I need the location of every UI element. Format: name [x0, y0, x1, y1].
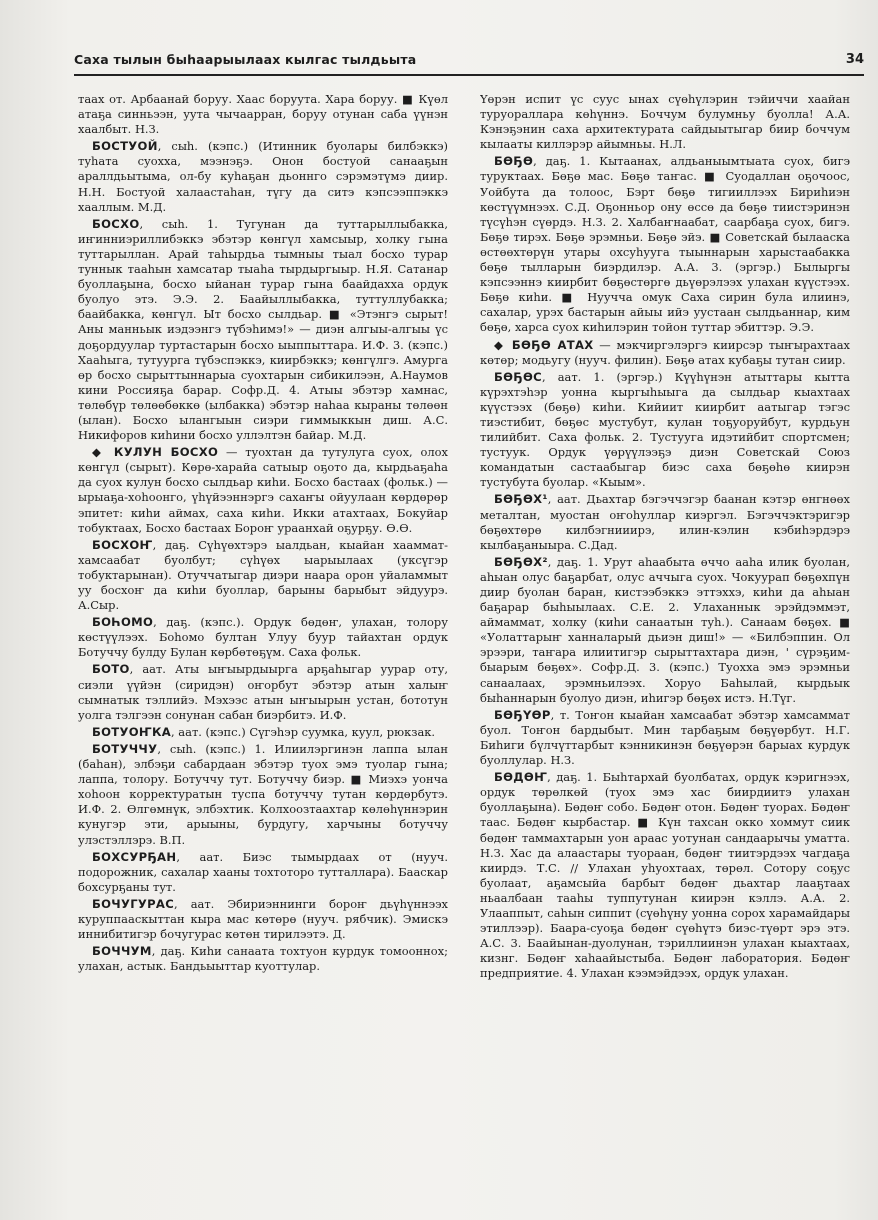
- dictionary-entry: [78, 897, 448, 942]
- headword: БОСХО: [92, 216, 140, 231]
- entry-body: , аат. (кэпс.) Сүгэһэр суумка, куул, рюкзак.: [171, 724, 436, 739]
- entry-body: , аат. Дьахтар бэгэччэгэр баанан кэтэр өнгнөөх металтан, муостан оҥоһуллар киэргэл. Бэгэччэктэригэр бөҕөхтөрө килбэгнииирэ, илин-кэлин кэбиһэрдэрэ кылбаҕаныыра. С.Дад.: [480, 492, 850, 552]
- entry-body: , сыһ. (кэпс.) (Итинник буолары билбэккэ) туһата суохха, мээнэҕэ. Онон бостуой санааҕын араллдьытыма, ол-бу куһаҕан дьоннго сэрэмэтүмэ диир. Н.Н. Бостуой халаастаһан, түгу да ситэ кэпсээппэккэ хааллым. М.Д.: [78, 139, 448, 214]
- headword: БОСХОҤ: [92, 537, 153, 552]
- dictionary-entry: [480, 154, 850, 335]
- dictionary-entry: [480, 770, 850, 981]
- headword: БОТУОҤКА: [92, 724, 172, 739]
- entry-body: , сыһ. 1. Тугунан да туттарыллыбакка, иҥинниэриллибэккэ эбэтэр көнгүл хамсыыр, холку гына туттарыллан. Арай таһырдьа тымныы тыал босхо турар туннык тааһын хамсатар тыаһа тырдыргыыр. Н.Я. Сатанар буоллаҕына, босхо ыйанан турар гына баайдахха ордук буолуо этэ. Э.Э. 2. Баайыллыбакка, туттуллубакка; баайбакка, көнгүл. Ыт босхо сылдьар. ■ «Этэнгэ сырыт! Аны манньык иэдээнгэ түбэһимэ!» — диэн алгыы-алгыы үс доҕордуулар туртастарын босхо ыыппыттара. И.Ф. 3. (кэпс.) Хааһыга, тутуурга түбэспэккэ, киирбэккэ; көнгүлгэ. Амурга өр босхо сырыттыннарыа суохтарын сибикилээн, А.Наумов кини Россияҕа барар. Софр.Д. 4. Атыы эбэтэр хамнас, төлөбүр төлөөбөккө (ылбакка) эбэтэр наһаа кыраны төлөөн (ылан). Босхо ылангыын сиэри гиммыккын диш. А.С. Никифоров киһини босхо уллэлтэн байар. М.Д.: [78, 216, 448, 443]
- dictionary-entry: [78, 615, 448, 660]
- headword: БОТО: [92, 662, 130, 677]
- entry-body: таах от. Арбаанай боруу. Хаас боруута. Хара боруу. ■ Күөл атаҕа синньээн, уута чычаарран, боруу отунан саба үүнэн хаалбыт. Н.З.: [78, 92, 448, 137]
- dictionary-entry: [480, 708, 850, 768]
- dictionary-entry: [78, 944, 448, 974]
- dictionary-entry: [78, 742, 448, 848]
- entry-body: , аат. Эбириэннинги бороҥ дьүһүннээх куруппааскыттан кыра мас көтөрө (нууч. рябчик). Эмискэ иннибитигэр бочугурас көтөн тирилээтэ. Д.: [78, 896, 448, 942]
- headword: БӨҔӨХ¹: [494, 492, 548, 507]
- headword: БӨҔҮӨР: [494, 707, 551, 722]
- entry-body: , даҕ. Сүһүөхтэрэ ыалдьан, кыайан хааммат-хамсаабат буолбут; сүһүөх ыарыылаах (уксүгэр тобуктарынан). Отуччатыгар диэри наара орон уйаламмыт уу босхоҥ да киһи буоллар, барыны барыбыт эйдуурэ. А.Сыр.: [78, 537, 448, 613]
- dictionary-entry: [480, 555, 850, 706]
- entry-body: , даҕ. 1. Урут аһаабыта өччо ааһа илик буолан, аһыан олус баҕарбат, олус аччыга суох. Чокуурап бөҕөхпүн диир буолан баран, кистээбэккэ эттэххэ, киһи да аһыан баҕарар быһыылаах. С.Е. 2. Улаханнык эрэйдэммэт, аймаммат, холку (киһи санаатын туһ.). Санаам бөҕөх. ■ «Уолаттарыҥ ханналарый дьиэн диш!» — «Билбэппин. Ол эрээри, таҥара илиитигэр сырыттахтара диэн, ' сүрэҕим-быарым бөҕөх». Софр.Д. 3. (кэпс.) Туохха эмэ эрэмньи санаалаах, эрэмньилээх. Хоруо Баһылай, кырдьык быһаннарын буолуо диэн, иһигэр бөҕөх истэ. Н.Түг.: [480, 554, 850, 705]
- dictionary-entry: [78, 725, 448, 740]
- headword: БОХСУРҔАН: [92, 849, 177, 864]
- headword: ◆ БӨҔӨ АТАХ: [494, 337, 594, 352]
- entry-body: , аат. Аты ыҥыырдыырга арҕаһыгар уурар оту, сиэли үүйэн (сиридэн) оҥорбут эбэтэр атын халыҥ сымнатык тэллийэ. Мэхээс атын ыҥыырын устан, бототун уолга тэлгээн сонунан сабан биэрбитэ. И.Ф.: [78, 662, 448, 722]
- page-number: 34: [845, 52, 864, 67]
- entry-body: , аат. Биэс тымырдаах от (нууч. подорожник, сахалар хааны тохтоторо тутталлара). Бааскар бохсурҕаны тут.: [78, 849, 448, 894]
- dictionary-entry: [480, 338, 850, 368]
- dictionary-entry: [480, 92, 850, 152]
- dictionary-entry: [78, 92, 448, 137]
- headword: БӨҔӨ: [494, 154, 534, 169]
- running-header: [74, 52, 864, 76]
- headword: ◆ КУЛУН БОСХО: [92, 445, 219, 460]
- entry-body: — туохтан да тутулуга суох, олох көнгүл (сырыт). Көрө-харайа сатыыр оҕото да, кырдьаҕаһа да суох кулун босхо сылдьар киһи. Босхо бастаах (фольк.) — ырыаҕа-хоһоонго, үһүйээннэргэ сахаҥы ойуулаан көрдөрөр эпитет: киһи аймах, саха киһи. Икки атахтаах, Бокуйар тобуктаах, Босхо бастаах Бороҥ ураанхай оҕурҕу. Ө.Ө.: [78, 445, 448, 535]
- entry-body: , даҕ. 1. Кытаанах, алдьаныымтыата суох, бигэ туруктаах. Бөҕө мас. Бөҕө таҥас. ■ Суодаллан оҕочоос, Уойбута да толоос, Бэрт бөҕө тигииллээх Бириһиэн көстүүмнээх. С.Д. Оҕонньор ону өссө да бөҕө тиистэринэн түсүһэн сүөрдэ. Н.З. 2. Халбаҥнаабат, саарбаҕа суох, бигэ. Бөҕө тирэх. Бөҕө эрэмньи. Бөҕө эйэ. ■ Советскай былааска өстөөхтөрүн утары охсуһууга тыыннарын харыстаабакка бөҕө тылларын биэрдилэр. А.А. 3. (эргэр.) Былыргы кэпсээннэ киирбит бөҕөстөргө дьүөрэлээх улахан күүстээх. Бөҕө киһи. ■ Нууччa омук Саха сирин була илиинэ, сахалар, урэх бастарын айыы ийэ уустаан сылдьаннар, ким бөҕө, харса суох киһилэрин тойон туттар эбиттэр. Э.Э.: [480, 154, 850, 335]
- entry-body: , даҕ. (кэпс.). Ордук бөдөҥ, улахан, толору көстүүлээх. Боһомо бултан Улуу буур тайахтан ордук Ботуччу булду Булан көрбөтөҕүм. Саха фольк.: [78, 615, 448, 660]
- dictionary-entry: [78, 850, 448, 895]
- left-column: [78, 92, 448, 1182]
- headword: БОСТУОЙ: [92, 139, 158, 154]
- right-column: [480, 92, 850, 1182]
- headword: БОҺОМО: [92, 615, 154, 630]
- entry-body: , сыһ. (кэпс.) 1. Илиилэргинэн лаппа ылан (баһан), элбэҕи сабардаан эбэтэр туох эмэ туолар гына; лаппа, толору. Ботуччу тут. Ботуччу биэр. ■ Миэхэ уонча хоһоон корректуратын туспа ботуччу тутан көрдөрбутэ. И.Ф. 2. Өлгөмнүк, элбэхтик. Колхоозтаахтар көлөһүннэрин кунугэр эти, арыыны, бурдугу, харчыны ботуччу улэстэллэрэ. В.П.: [78, 741, 448, 847]
- dictionary-entry: [480, 492, 850, 552]
- entry-body: Үөрэн испит үс суус ынах сүөһүлэрин тэйиччи хаайан туруораллара көһүннэ. Боччум булумньу буолла! А.А. Кэнэҕэнин саха архитектурата сайдыытыгар биир боччум кылааты киллэрэр айымньы. Н.Л.: [480, 92, 850, 152]
- entry-body: , аат. 1. (эргэр.) Күүһүнэн атыттары кытта күрэхтэһэр уонна кыргыһыыга да сылдьар кыахтаах күүстээх (бөҕө) киһи. Кийиит киирбит аатыгар тэгэс тиэстибит, бөҕөс мустубут, кулан тоҕуоруйбут, курдьун тилийбит. Саха фольк. 2. Тустууга идэтийбит спортсмен; тустуук. Ордук үөрүүлээҕэ диэн Советскай Союз командатын састаабыгар биэс саха бөҕөһө киирэн тустубута буолар. «Кыым».: [480, 369, 850, 490]
- headword: БӨҔӨХ²: [494, 554, 548, 569]
- dictionary-entry: [78, 445, 448, 536]
- dictionary-entry: [78, 217, 448, 443]
- headword: БӨҔӨС: [494, 369, 542, 384]
- dictionary-entry: [480, 370, 850, 491]
- headword: БОТУЧЧУ: [92, 741, 158, 756]
- entry-body: , даҕ. 1. Быһтархай буолбатах, ордук кэригнээх, ордук төрөлкөй (туох эмэ хас биирдиитэ улахан буоллаҕына). Бөдөҥ собо. Бөдөҥ отон. Бөдөҥ туорах. Бөдөҥ таас. Бөдөҥ кырбастар. ■ Күн тахсан окко хоммут сиик бөдөҥ таммахтарын уон араас уотунан сандаарычы уматта. Н.З. Хас да алаастары туораан, бөдөҥ тиитэрдээх чагдаҕа киирдэ. Т.С. // Улахан уһуохтаах, төрөл. Сотору соҕус буолаат, аҕамсыйа барбыт бөдөҥ дьахтар лааҕтаах ньаалбаан тааһы туппутунан киирэн кэллэ. А.А. 2. Улааппыт, саһын сиппит (сүөһүну уонна сорох харамайдары этиллээр). Баара-суоҕа бөдөҥ сүөһүтэ биэс-түөрт эрэ этэ. А.С. 3. Баайынан-дуолунан, тэриллиинэн улахан кыахтаах, кизнг. Бөдөҥ хаһаайыстыба. Бөдөҥ лаборатория. Бөдөҥ предприятие. 4. Улахан кээмэйдээх, ордук улахан.: [480, 770, 850, 981]
- headword: БОЧЧУМ: [92, 944, 152, 959]
- entry-body: , даҕ. Киһи санаата тохтуон курдук томооннох; улахан, астык. Бандьыыттар куоттулар.: [78, 944, 448, 974]
- entry-body: , т. Тоҥон кыайан хамсаабат эбэтэр хамсаммат буол. Тоҥон бардыбыт. Мин тарбаҕым бөҕүөрбут. Н.Г. Биһиги бүлчүттарбыт кэнникинэн бөҕүөрэн барыах курдук буоллулар. Н.З.: [480, 707, 850, 768]
- header-title: Саха тылын быһаарыылаах кылгас тылдьыта: [74, 52, 417, 67]
- entry-body: — мэкчиргэлэргэ киирсэр тыҥырахтаах көтөр; модьугу (нууч. филин). Бөҕө атах кубаҕы тутан сиир.: [480, 337, 850, 367]
- headword: БӨДӨҤ: [494, 770, 548, 785]
- headword: БОЧУГУРАС: [92, 896, 175, 911]
- dictionary-entry: [78, 662, 448, 722]
- dictionary-entry: [78, 139, 448, 214]
- dictionary-entry: [78, 538, 448, 613]
